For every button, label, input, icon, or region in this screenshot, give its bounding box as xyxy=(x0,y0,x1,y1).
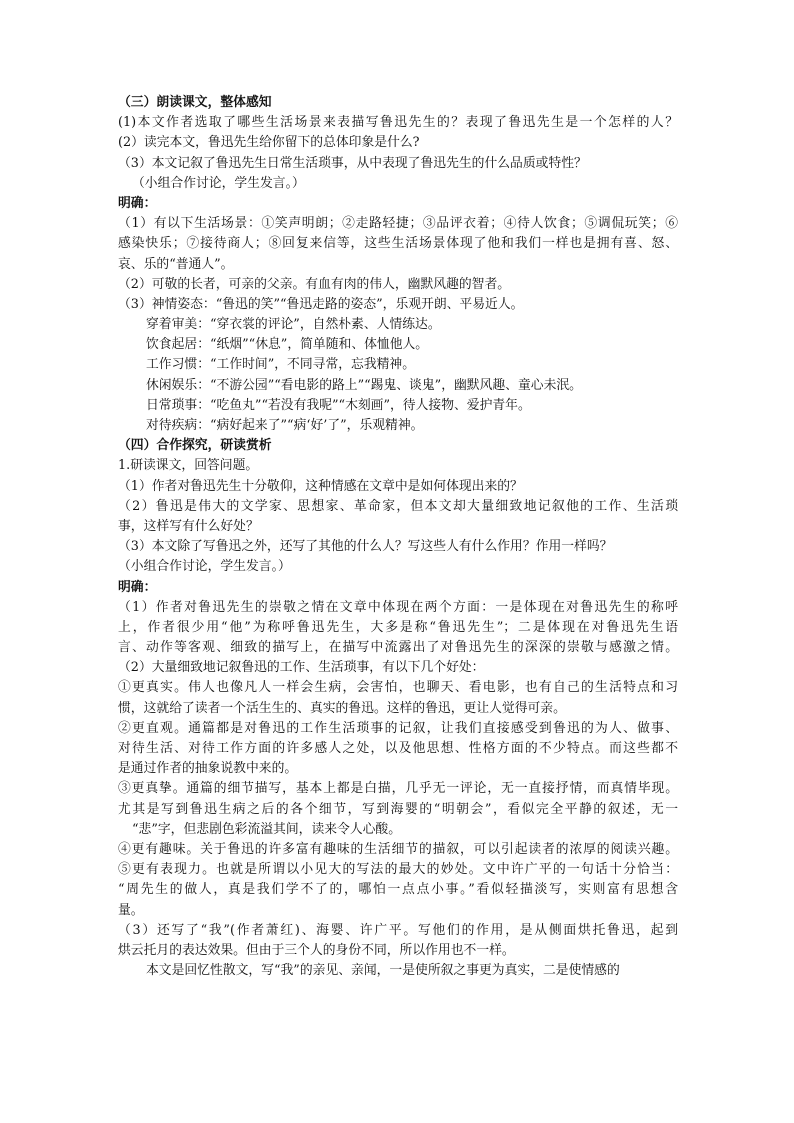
answer-point: 惯，这就给了读者一个活生生的、真实的鲁迅。这样的鲁迅，更让人觉得可亲。 xyxy=(118,700,566,716)
question-line: （3）本文除了写鲁迅之外，还写了其他的什么人？写这些人有什么作用？作用一样吗？ xyxy=(118,539,613,555)
answer-point: “悲”字，但悲剧色彩流溢其间，读来令人心酸。 xyxy=(132,821,402,837)
question-line: (1)本文作者选取了哪些生活场景来表描写鲁迅先生的？表现了鲁迅先生是一个怎样的人？ xyxy=(118,115,678,131)
answer-line: 感染快乐；⑦接待商人；⑧回复来信等，这些生活场景体现了他和我们一样也是拥有喜、怒、 xyxy=(118,236,678,252)
answer-point: “周先生的做人，真是我们学不了的，哪怕一点点小事。”看似轻描淡写，实则富有思想含 xyxy=(118,882,678,898)
discussion-note: （小组合作讨论，学生发言。） xyxy=(132,175,305,191)
answer-point: ②更直观。通篇都是对鲁迅的工作生活琐事的记叙，让我们直接感受到鲁迅的为人、做事、 xyxy=(118,720,678,736)
answer-point: 量。 xyxy=(118,902,144,918)
answer-line: 休闲娱乐：“不游公园”“看电影的路上”“踢鬼、谈鬼”，幽默风趣、童心未泯。 xyxy=(146,377,582,393)
answer-point: ⑤更有表现力。也就是所谓以小见大的写法的最大的妙处。文中许广平的一句话十分恰当： xyxy=(118,862,678,878)
answer-point: ④更有趣味。关于鲁迅的许多富有趣味的生活细节的描叙，可以引起读者的浓厚的阅读兴趣。 xyxy=(118,841,678,857)
section-heading-4: （四）合作探究，研读赏析 xyxy=(118,438,272,454)
answer-line: （3）还写了“我”(作者萧红)、海婴、许广平。写他们的作用，是从侧面烘托鲁迅，起到 xyxy=(118,922,678,938)
closing-paragraph: 本文是回忆性散文，写“我”的亲见、亲闻，一是使所叙之事更为真实，二是使情感的 xyxy=(146,963,620,979)
answer-point: 尤其是写到鲁迅生病之后的各个细节，写到海婴的“明朝会”，看似完全平静的叙述，无一 xyxy=(118,801,678,817)
question-line: 事，这样写有什么好处？ xyxy=(118,518,259,534)
answer-line: 饮食起居：“纸烟”“休息”，简单随和、体恤他人。 xyxy=(146,337,429,353)
answer-line: 上，作者很少用“他”为称呼鲁迅先生，大多是称“鲁迅先生”；二是体现在对鲁迅先生语 xyxy=(118,619,678,635)
question-line: （2）鲁迅是伟大的文学家、思想家、革命家，但本文却大量细致地记叙他的工作、生活琐 xyxy=(118,498,678,514)
answer-line: 对待疾病：“病好起来了”“病‘好’了”，乐观精神。 xyxy=(146,418,424,433)
answer-line: （2）可敬的长者，可亲的父亲。有血有肉的伟人，幽默风趣的智者。 xyxy=(118,276,511,292)
discussion-note: （小组合作讨论，学生发言。） xyxy=(118,559,291,575)
section-heading-3: （三）朗读课文，整体感知 xyxy=(118,95,272,110)
answer-point: 对待生活、对待工作方面的许多感人之处，以及他思想、性格方面的不少特点。而这些都不 xyxy=(118,741,678,756)
document-body xyxy=(118,93,678,981)
answer-label: 明确： xyxy=(118,195,157,211)
answer-line: （2）大量细致地记叙鲁迅的工作、生活琐事，有以下几个好处： xyxy=(118,660,485,676)
answer-line: 工作习惯：“工作时间”，不同寻常，忘我精神。 xyxy=(146,357,416,373)
answer-line: 哀、乐的“普通人”。 xyxy=(118,256,234,272)
answer-line: 烘云托月的表达效果。但由于三个人的身份不同，所以作用也不一样。 xyxy=(118,942,515,958)
question-line: (2）读完本文，鲁迅先生给你留下的总体印象是什么? xyxy=(118,135,420,151)
task-line: 1.研读课文，回答问题。 xyxy=(118,458,259,474)
answer-line: （1）作者对鲁迅先生的崇敬之情在文章中体现在两个方面：一是体现在对鲁迅先生的称呼 xyxy=(118,599,678,615)
question-line: （3）本文记叙了鲁迅先生日常生活琐事，从中表现了鲁迅先生的什么品质或特性？ xyxy=(118,155,587,171)
answer-point: 是通过作者的抽象说教中来的。 xyxy=(118,761,298,777)
answer-point: ③更真挚。通篇的细节描写，基本上都是白描，几乎无一评论，无一直接抒情，而真情毕现。 xyxy=(118,781,678,797)
question-line: （1）作者对鲁迅先生十分敬仰，这种情感在文章中是如何体现出来的？ xyxy=(118,478,523,494)
answer-line: 日常琐事：“吃鱼丸”“若没有我呢”“木刻画”，待人接物、爱护青年。 xyxy=(146,397,531,413)
answer-point: ①更真实。伟人也像凡人一样会生病，会害怕，也聊天、看电影，也有自己的生活特点和习 xyxy=(118,680,678,696)
answer-line: （3）神情姿态：“鲁迅的笑”“鲁迅走路的姿态”，乐观开朗、平易近人。 xyxy=(118,296,524,312)
answer-line: 言、动作等客观、细致的描写上，在描写中流露出了对鲁迅先生的深深的崇敬与感激之情。 xyxy=(118,640,678,656)
answer-line: （1）有以下生活场景：①笑声明朗；②走路轻捷；③品评衣着；④待人饮食；⑤调侃玩笑；⑥ xyxy=(118,216,678,232)
answer-line: 穿着审美：“穿衣裳的评论”，自然朴素、人情练达。 xyxy=(146,317,441,333)
answer-label: 明确： xyxy=(118,579,157,595)
